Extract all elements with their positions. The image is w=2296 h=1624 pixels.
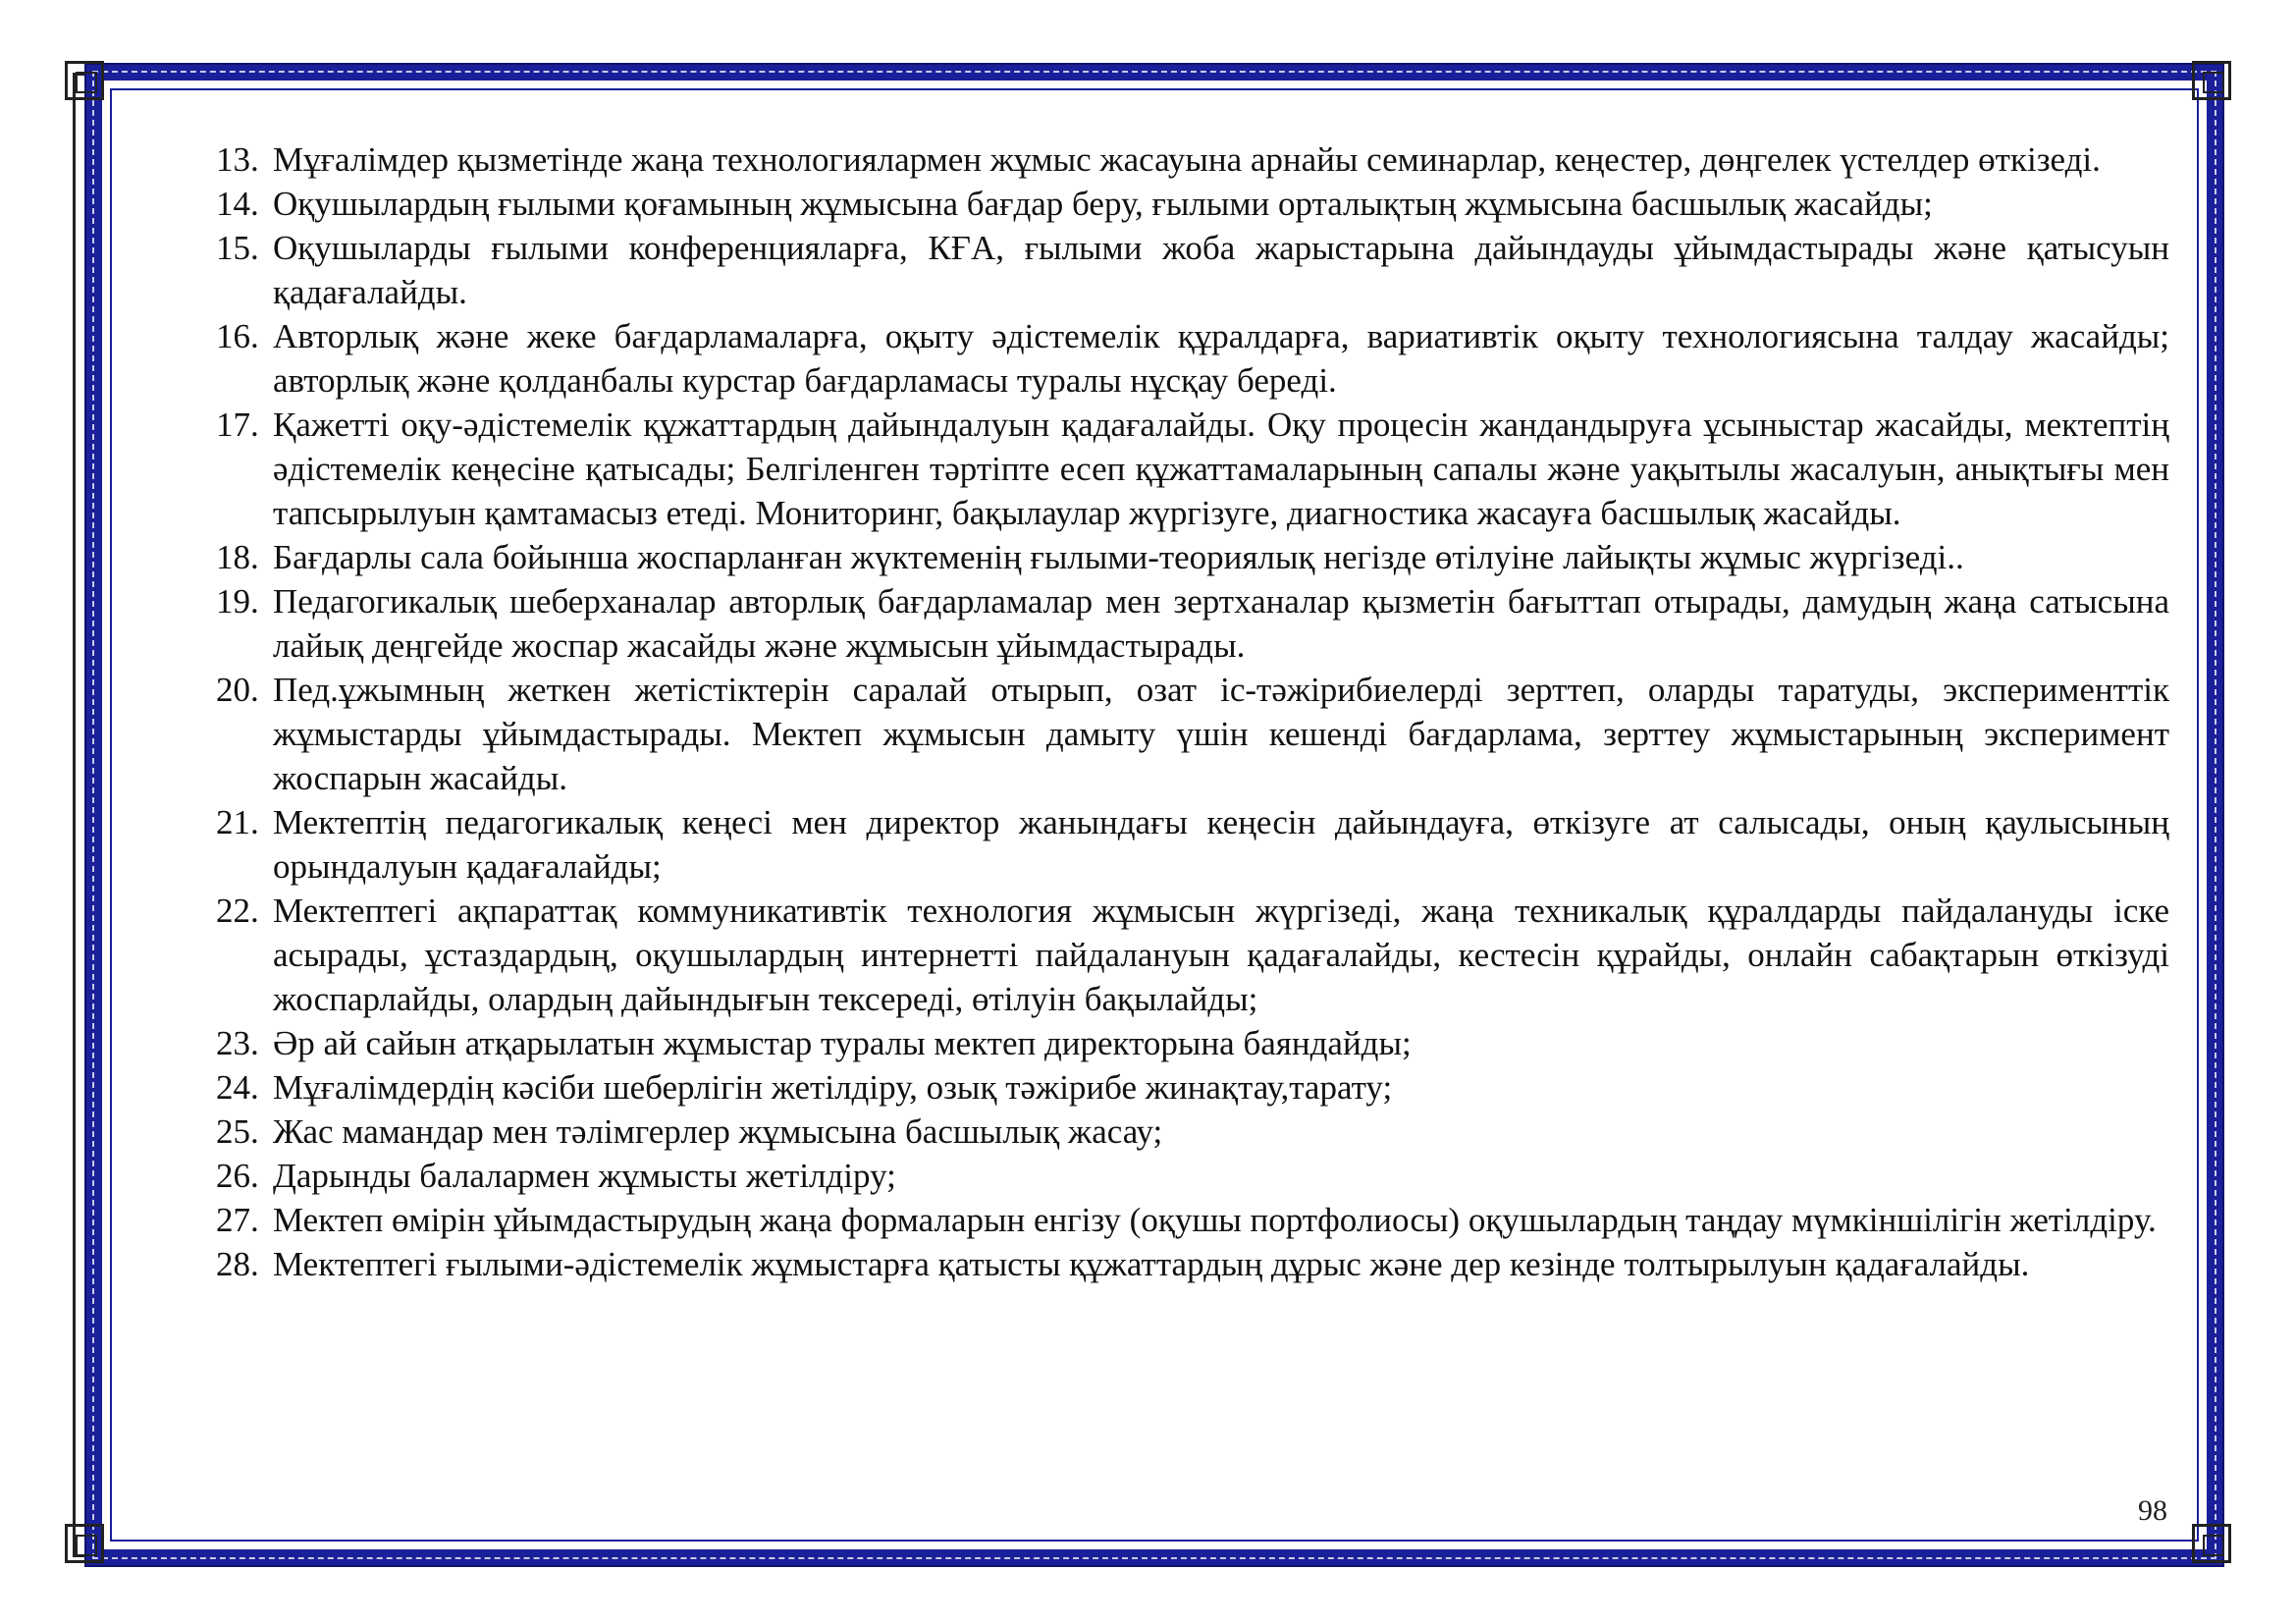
item-text: Оқушыларды ғылыми конференцияларға, КҒА, ғылыми жоба жарыстарына дайындауды ұйымдастырады және қатысуын қадағалайды. xyxy=(273,229,2169,311)
frame-corner-top-right xyxy=(2192,61,2231,100)
item-number: 16. xyxy=(216,317,259,355)
list-item xyxy=(216,1110,2169,1154)
item-text: Оқушылардың ғылыми қоғамының жұмысына бағдар беру, ғылыми орталықтың жұмысына басшылық жасайды; xyxy=(273,185,1933,223)
item-number: 14. xyxy=(216,185,259,223)
list-item xyxy=(216,137,2169,182)
item-text: Жас мамандар мен тәлімгерлер жұмысына басшылық жасау; xyxy=(273,1112,1163,1151)
list-item xyxy=(216,226,2169,314)
list-item xyxy=(216,182,2169,226)
item-number: 26. xyxy=(216,1157,259,1195)
item-number: 19. xyxy=(216,582,259,621)
item-text: Мектеп өмірін ұйымдастырудың жаңа формаларын енгізу (оқушы портфолиосы) оқушылардың таңдау мүмкіншілігін жетілдіру. xyxy=(273,1201,2157,1239)
item-number: 21. xyxy=(216,803,259,841)
item-text: Мектептегі ғылыми-әдістемелік жұмыстарға қатысты құжаттардың дұрыс және дер кезінде толтырылуын қадағалайды. xyxy=(273,1245,2030,1283)
item-number: 17. xyxy=(216,406,259,444)
item-text: Дарынды балалармен жұмысты жетілдіру; xyxy=(273,1157,896,1195)
item-number: 15. xyxy=(216,229,259,267)
page-number: 98 xyxy=(2138,1494,2167,1527)
list-item xyxy=(216,579,2169,668)
list-item xyxy=(216,889,2169,1021)
item-text: Пед.ұжымның жеткен жетістіктерін саралай отырып, озат іс-тәжірибиелерді зерттеп, оларды таратуды, эксперименттік жұмыстарды ұйымдастырады. Мектеп жұмысын дамыту үшін кешенді бағдарлама, зерттеу жұмыстарының эксперимент жоспарын жасайды. xyxy=(273,671,2169,797)
list-item xyxy=(216,668,2169,800)
item-number: 28. xyxy=(216,1245,259,1283)
frame-corner-bottom-left xyxy=(65,1524,104,1563)
item-text: Әр ай сайын атқарылатын жұмыстар туралы мектеп директорына баяндайды; xyxy=(273,1024,1412,1062)
list-item xyxy=(216,1242,2169,1286)
item-text: Авторлық және жеке бағдарламаларға, оқыту әдістемелік құралдарға, вариативтік оқыту технологиясына талдау жасайды; авторлық және қолданбалы курстар бағдарламасы туралы нұсқау береді. xyxy=(273,317,2169,400)
list-item xyxy=(216,1065,2169,1110)
list-item xyxy=(216,1198,2169,1242)
item-number: 22. xyxy=(216,892,259,930)
list-item xyxy=(216,314,2169,403)
item-number: 24. xyxy=(216,1068,259,1107)
item-number: 18. xyxy=(216,538,259,576)
frame-corner-bottom-right xyxy=(2192,1524,2231,1563)
item-text: Педагогикалық шеберханалар авторлық бағдарламалар мен зертханалар қызметін бағыттап отырады, дамудың жаңа сатысына лайық деңгейде жоспар жасайды және жұмысын ұйымдастырады. xyxy=(273,582,2169,665)
item-number: 23. xyxy=(216,1024,259,1062)
list-item xyxy=(216,403,2169,535)
item-text: Мұғалімдердің кәсіби шеберлігін жетілдіру, озық тәжірибе жинақтау,тарату; xyxy=(273,1068,1393,1107)
frame-corner-top-left xyxy=(65,61,104,100)
item-text: Мұғалімдер қызметінде жаңа технологиялармен жұмыс жасауына арнайы семинарлар, кеңестер, дөңгелек үстелдер өткізеді. xyxy=(273,140,2101,179)
item-text: Мектептің педагогикалық кеңесі мен директор жанындағы кеңесін дайындауға, өткізуге ат салысады, оның қаулысының орындалуын қадағалайды; xyxy=(273,803,2169,886)
list-item xyxy=(216,1021,2169,1065)
numbered-list xyxy=(216,137,2169,1286)
item-number: 20. xyxy=(216,671,259,709)
item-number: 27. xyxy=(216,1201,259,1239)
item-text: Бағдарлы сала бойынша жоспарланған жүктеменің ғылыми-теориялық негізде өтілуіне лайықты жұмыс жүргізеді.. xyxy=(273,538,1964,576)
list-item xyxy=(216,1154,2169,1198)
list-item xyxy=(216,535,2169,579)
item-text: Мектептегі ақпараттақ коммуникативтік технология жұмысын жүргізеді, жаңа техникалық құралдарды пайдалануды іске асырады, ұстаздардың, оқушылардың интернетті пайдалануын қадағалайды, кестесін құрайды, онлайн сабақтарын өткізуді жоспарлайды, олардың дайындығын тексереді, өтілуін бақылайды; xyxy=(273,892,2169,1018)
item-number: 13. xyxy=(216,140,259,179)
item-number: 25. xyxy=(216,1112,259,1151)
list-item xyxy=(216,800,2169,889)
item-text: Қажетті оқу-әдістемелік құжаттардың дайындалуын қадағалайды. Оқу процесін жандандыруға ұсыныстар жасайды, мектептің әдістемелік кеңесіне қатысады; Белгіленген тәртіпте есеп құжаттамаларының сапалы және уақытылы жасалуын, анықтығы мен тапсырылуын қамтамасыз етеді. Мониторинг, бақылаулар жүргізуге, диагностика жасауға басшылық жасайды. xyxy=(273,406,2169,532)
